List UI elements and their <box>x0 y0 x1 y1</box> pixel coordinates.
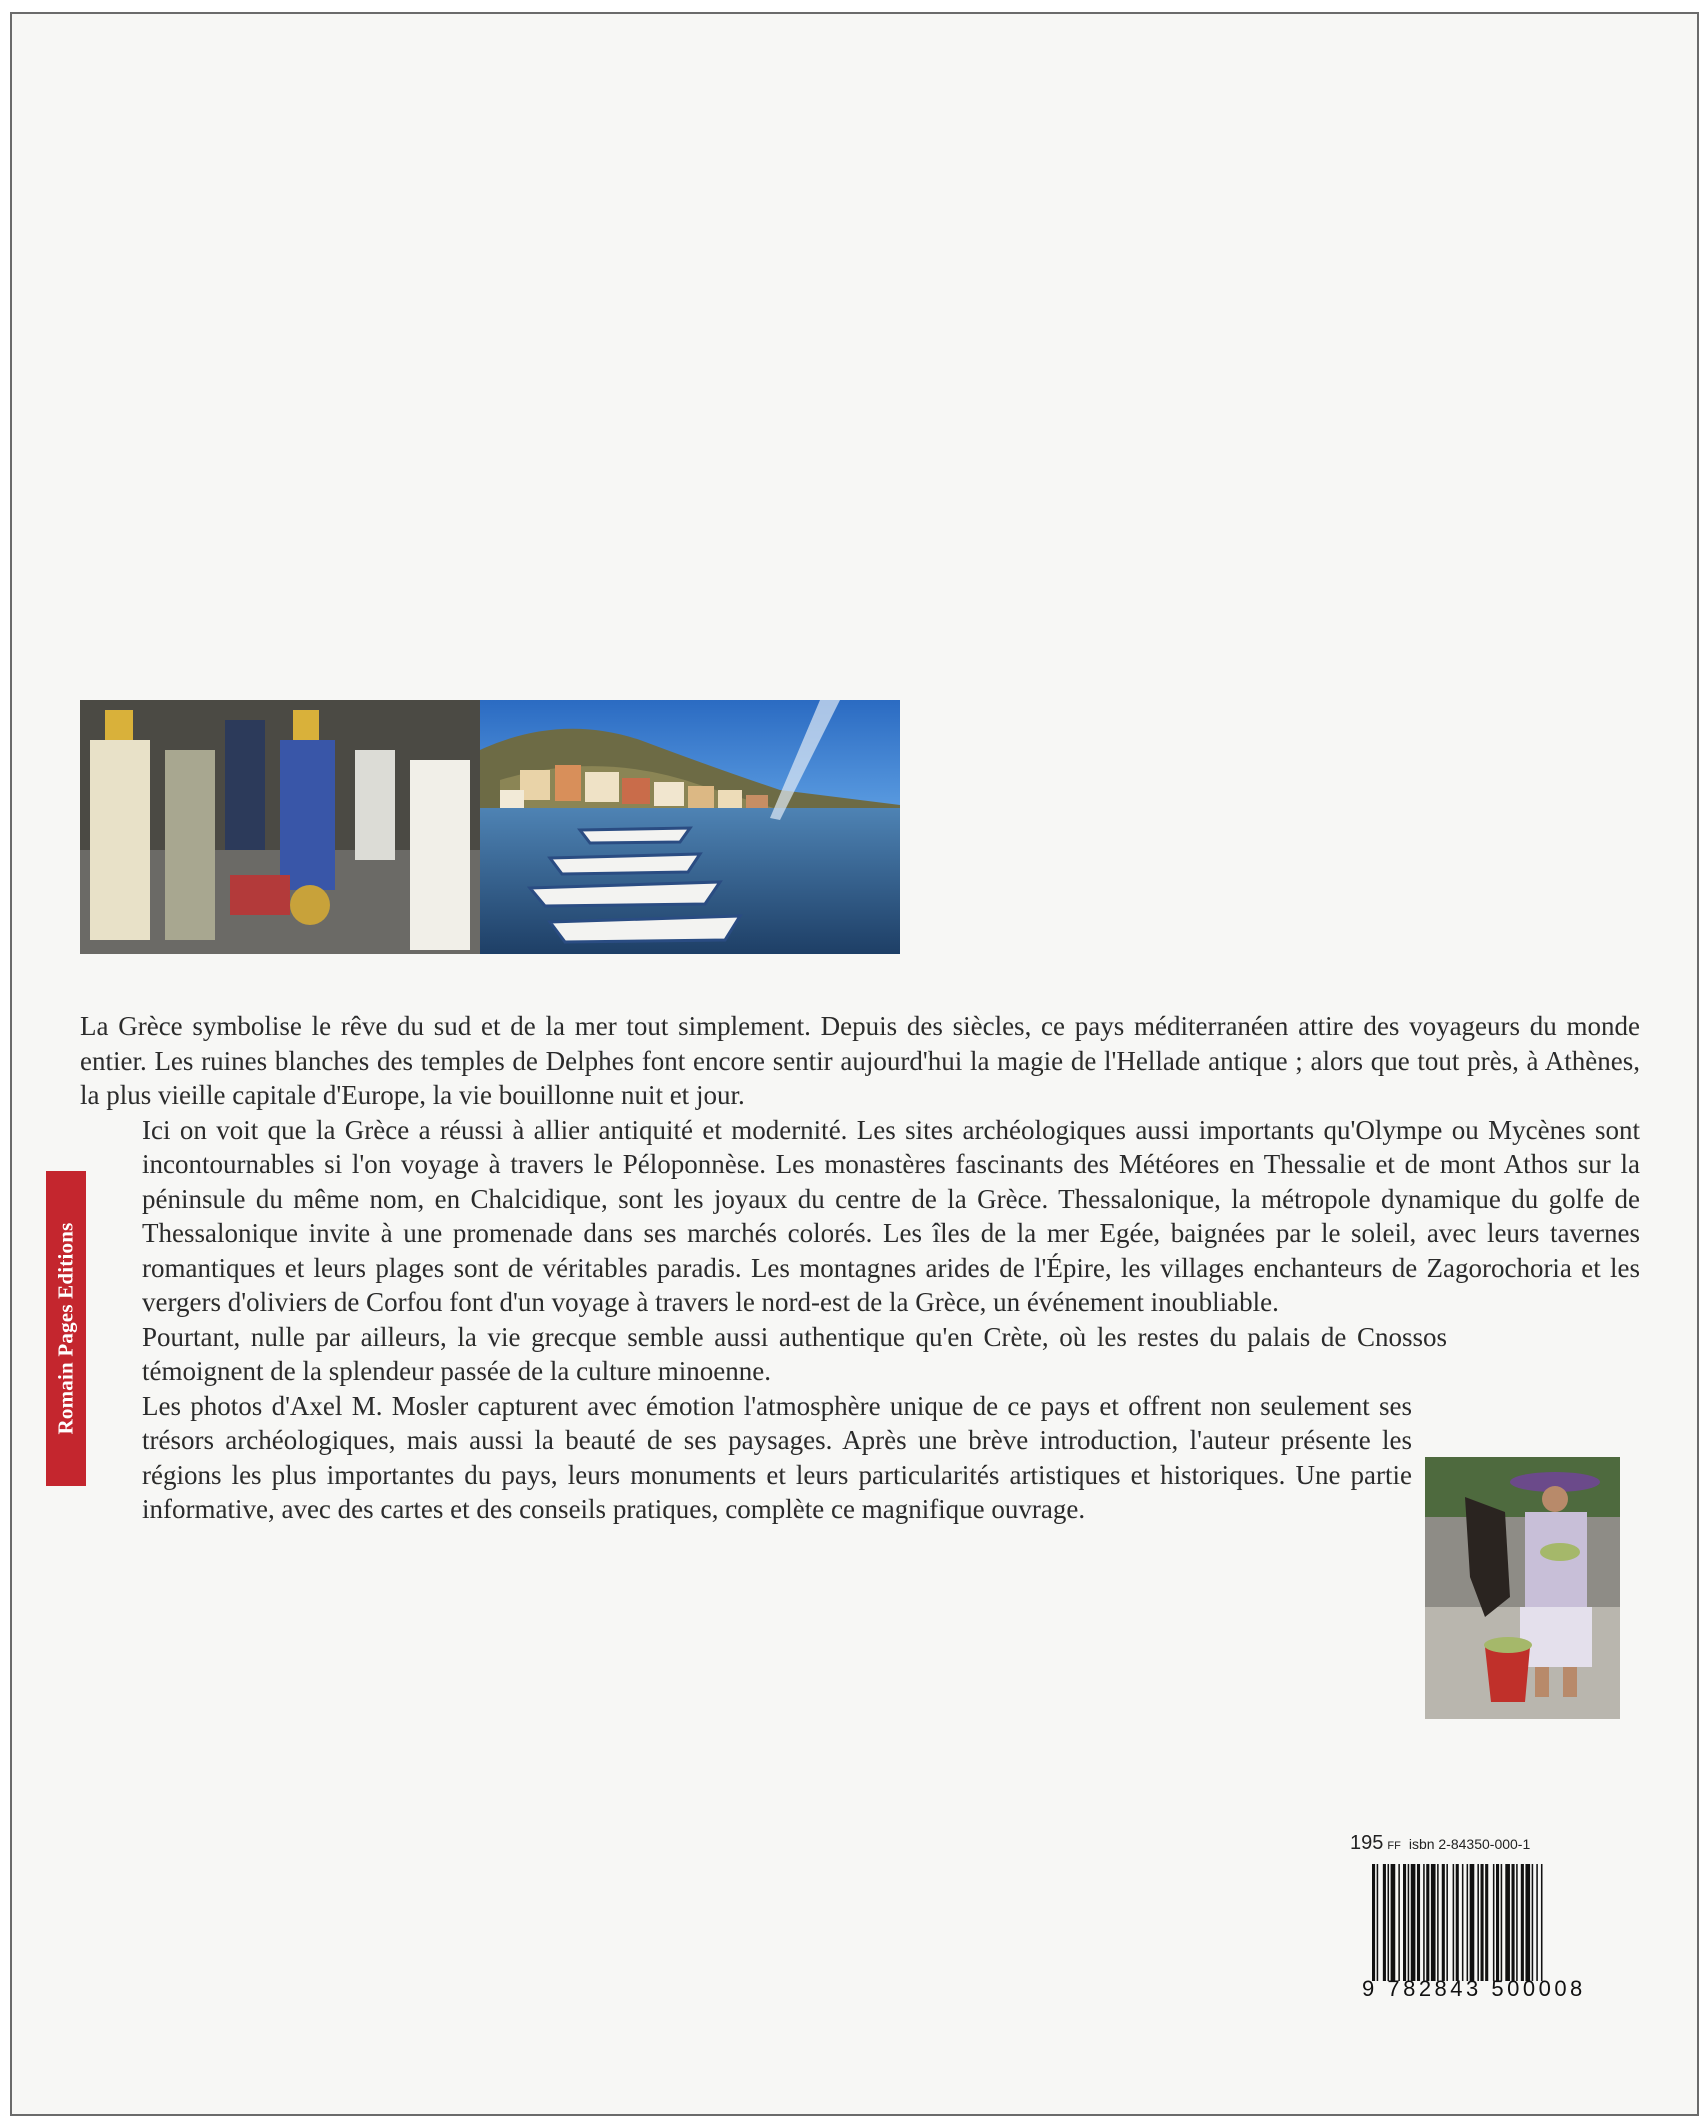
paragraph-regions: Ici on voit que la Grèce a réussi à allier antiquité et modernité. Les sites archéologiques aussi importants qu'Olympe ou Mycènes sont incontournables si l'on voyage à travers le Péloponnèse. Les monastères fascinants des Météores en Thessalie et de mont Athos sur la péninsule du même nom, en Chalcidique, sont les joyaux du centre de la Grèce. Thessalonique, la métropole dynamique du golfe de Thessalonique invite à une promenade dans ses marchés colorés. Les îles de la mer Egée, baignées par le soleil, avec leurs tavernes romantiques et leurs plages sont de véritables paradis. Les montagnes arides de l'Épire, les villages enchanteurs de Zagorochoria et les vergers d'oliviers de Corfou font d'un voyage à travers le nord-est de la Grèce, un événement inoubliable. <box>142 1114 1640 1317</box>
barcode <box>1370 1864 1615 1981</box>
price-amount: 195 <box>1350 1832 1384 1854</box>
barcode-digits: 9 782843 500008 <box>1362 1976 1586 2001</box>
paragraph-crete: Pourtant, nulle par ailleurs, la vie grecque semble aussi authentique qu'en Crète, où les restes du palais de Cnossos témoignent de la splendeur passée de la culture minoenne. <box>142 1321 1447 1386</box>
paragraph-photos: Les photos d'Axel M. Mosler capturent avec émotion l'atmosphère unique de ce pays et offrent non seulement ses trésors archéologiques, mais aussi la beauté de ses paysages. Après une brève introduction, l'auteur présente les régions les plus importantes du pays, leurs monuments et leurs particularités artistiques et historiques. Une partie informative, avec des cartes et des conseils pratiques, complète ce magnifique ouvrage. <box>142 1390 1412 1524</box>
price-and-isbn <box>1350 1832 1530 1855</box>
price-currency: FF <box>1387 1840 1401 1852</box>
description-text <box>80 1009 1640 1527</box>
woman-with-donkey-photo <box>1425 1457 1620 1719</box>
publisher-label: Romain Pages Editions <box>53 1222 78 1435</box>
isbn-number: isbn 2-84350-000-1 <box>1408 1836 1531 1852</box>
back-cover <box>10 12 1699 2116</box>
paragraph-intro: La Grèce symbolise le rêve du sud et de la mer tout simplement. Depuis des siècles, ce pays méditerranéen attire des voyageurs du monde entier. Les ruines blanches des temples de Delphes font encore sentir aujourd'hui la magie de l'Hellade antique ; alors que tout près, à Athènes, la plus vieille capitale d'Europe, la vie bouillonne nuit et jour. <box>80 1011 1640 1110</box>
panorama-photo <box>80 700 900 954</box>
